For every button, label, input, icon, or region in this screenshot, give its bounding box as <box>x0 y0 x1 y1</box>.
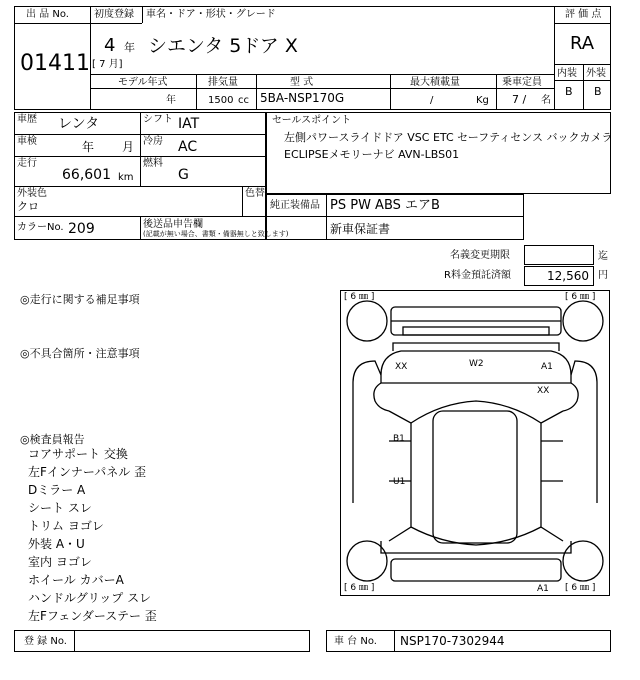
kg-unit: Kg <box>476 95 489 106</box>
exterior-label: 外装 <box>586 68 606 79</box>
report-line: シート スレ <box>28 501 92 515</box>
car-outline <box>341 291 609 595</box>
cc-unit: cc <box>238 95 249 106</box>
km-unit: km <box>118 172 134 183</box>
exterior-color-value: クロ <box>17 200 39 213</box>
tire-depth-front-right: [ 6 ㎜ ] <box>565 292 596 302</box>
exterior-color-label: 外装色 <box>17 188 47 199</box>
report-line: 左Fフェンダーステー 歪 <box>28 609 157 623</box>
chassis-label: 車 台 No. <box>334 636 377 647</box>
tire-depth-rear-right: [ 6 ㎜ ] <box>565 583 596 593</box>
damage-mark-xx-right: XX <box>537 386 550 396</box>
first-reg-month: [ 7 月] <box>92 59 123 70</box>
damage-mark-u1: U1 <box>393 477 406 487</box>
history-value: レンタ <box>58 116 100 132</box>
exterior-grade: B <box>594 85 602 98</box>
inspector-title: ◎検査員報告 <box>20 433 85 446</box>
report-line: コアサポート 交換 <box>28 447 128 461</box>
max-load-value: / <box>430 95 434 106</box>
capacity-value: 7 / <box>512 93 527 106</box>
displacement-label: 排気量 <box>208 77 238 88</box>
ac-value: AC <box>178 139 198 155</box>
tire-depth-front-left: [ 6 ㎜ ] <box>344 292 375 302</box>
max-load-label: 最大積載量 <box>410 77 460 88</box>
lot-no-label: 出 品 No. <box>26 9 69 20</box>
grade-label: 評 価 点 <box>565 9 602 20</box>
defects-title: ◎不具合箇所・注意事項 <box>20 347 140 360</box>
recycle-box <box>524 266 594 286</box>
mileage-label: 走行 <box>17 158 37 169</box>
interior-grade: B <box>565 85 573 98</box>
report-line: ハンドルグリップ スレ <box>28 591 152 605</box>
type-value: 5BA-NSP170G <box>260 91 345 105</box>
fuel-label: 燃料 <box>143 158 163 169</box>
shift-label: シフト <box>143 114 173 125</box>
inspection-label: 車検 <box>17 136 37 147</box>
year-unit: 年 <box>124 41 135 54</box>
history-label: 車歴 <box>17 114 37 125</box>
report-line: Dミラー A <box>28 483 86 497</box>
color-change-label: 色替 <box>245 188 265 199</box>
report-line: 左Fインナーパネル 歪 <box>28 465 147 479</box>
interior-label: 内装 <box>557 68 577 79</box>
car-name: シエンタ 5ドア X <box>148 35 298 57</box>
name-change-label: 名義変更期限 <box>450 250 510 261</box>
driving-notes-title: ◎走行に関する補足事項 <box>20 293 140 306</box>
recycle-label: R料金預託済額 <box>444 270 511 281</box>
mileage-value: 66,601 <box>62 167 111 183</box>
equipment-items: PS PW ABS エアB <box>330 198 440 213</box>
report-line: ホイール カバーA <box>28 573 124 587</box>
model-year-unit: 年 <box>166 95 176 106</box>
recycle-value: 12,560 <box>547 269 589 283</box>
report-line: 室内 ヨゴレ <box>28 555 92 569</box>
grade-value: RA <box>570 33 595 54</box>
inspection-year: 年 <box>82 140 95 154</box>
docs-note: (記載が無い場合、書類・備器無しと致します) <box>143 230 289 238</box>
damage-mark-xx-left: XX <box>395 362 408 372</box>
sales-points-label: セールスポイント <box>272 115 352 126</box>
sales-points-line2: ECLIPSEメモリーナビ AVN-LBS01 <box>284 148 460 161</box>
damage-mark-a1-right: A1 <box>541 362 553 372</box>
equipment-label: 純正装備品 <box>270 200 320 211</box>
type-label: 型 式 <box>290 77 314 88</box>
ac-label: 冷房 <box>143 136 163 147</box>
capacity-unit: 名 <box>541 95 551 106</box>
lot-no: 01411 <box>20 51 90 76</box>
chassis-number: NSP170-7302944 <box>400 634 505 648</box>
report-line: 外装 A・U <box>28 537 85 551</box>
displacement-value: 1500 <box>208 95 234 106</box>
color-no-label: カラーNo. <box>17 222 64 233</box>
name-change-unit: 迄 <box>598 251 608 262</box>
shift-value: IAT <box>178 116 200 132</box>
fuel-value: G <box>178 167 189 183</box>
inspection-month: 月 <box>122 140 135 154</box>
reg-no-label: 登 録 No. <box>24 636 67 647</box>
recycle-unit: 円 <box>598 270 608 281</box>
damage-mark-w2: W2 <box>469 359 484 369</box>
capacity-label: 乗車定員 <box>502 77 542 88</box>
tire-depth-rear-left: [ 6 ㎜ ] <box>344 583 375 593</box>
name-change-box <box>524 245 594 265</box>
docs-label: 後送品申告欄 <box>143 219 203 230</box>
sales-points-line1: 左側パワースライドドア VSC ETC セーフティセンス バックカメラ <box>284 131 613 144</box>
report-line: トリム ヨゴレ <box>28 519 104 533</box>
first-reg-label: 初度登録 <box>94 9 134 20</box>
color-no-value: 209 <box>68 221 95 237</box>
first-reg-year: 4 <box>104 35 116 56</box>
warranty-value: 新車保証書 <box>330 222 391 236</box>
car-diagram <box>340 290 610 596</box>
car-name-label: 車名・ドア・形状・グレード <box>146 9 276 20</box>
damage-mark-a1-bottom: A1 <box>537 584 549 594</box>
damage-mark-b1: B1 <box>393 434 405 444</box>
model-year-label: モデル年式 <box>118 77 168 88</box>
